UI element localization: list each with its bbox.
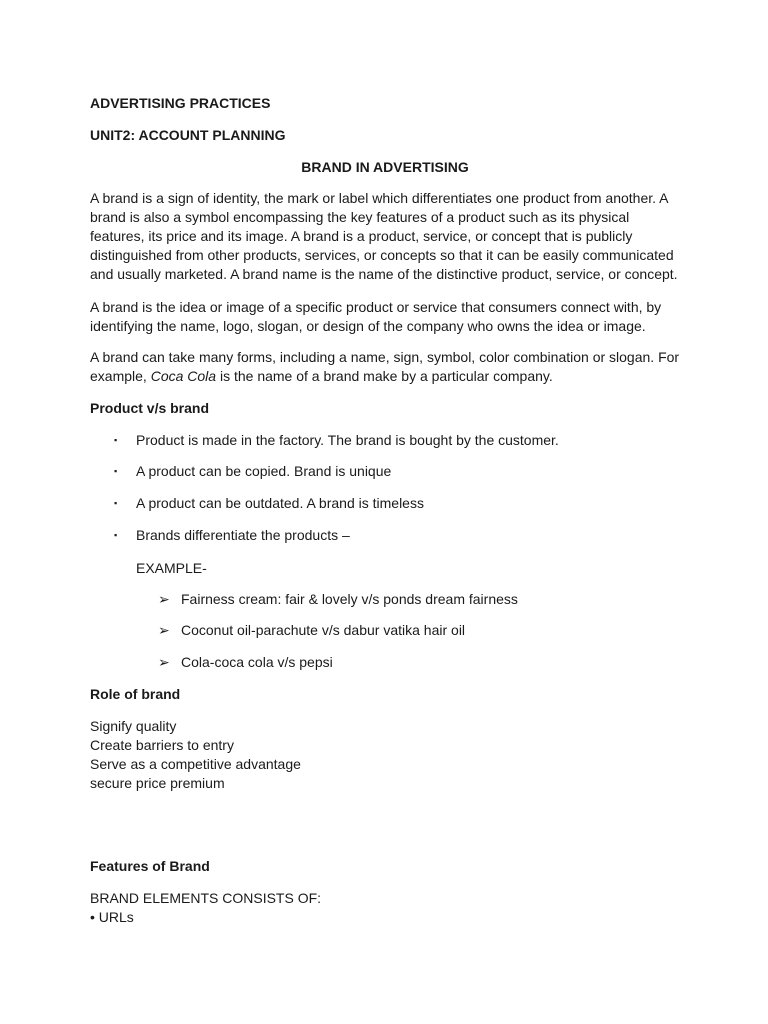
paragraph-text: A brand can take many forms, including a name, sign, symbol, color combination or slogan. For example, xyxy=(90,349,680,384)
product-vs-brand-heading: Product v/s brand xyxy=(90,400,210,416)
brand-element-item: • URLs xyxy=(90,909,134,925)
arrow-bullet-icon: ➢ xyxy=(158,591,170,607)
role-of-brand-list xyxy=(90,717,680,793)
unit-title: UNIT2: ACCOUNT PLANNING xyxy=(90,127,286,143)
example-item: Cola-coca cola v/s pepsi xyxy=(181,654,333,670)
role-line: Signify quality xyxy=(90,718,177,734)
course-title: ADVERTISING PRACTICES xyxy=(90,95,271,111)
intro-paragraph-1: A brand is a sign of identity, the mark or label which differentiates one product from another. A brand is also a symbol encompassing the key features of a product such as its physical features, its price and its image. A brand is a product, service, or concept that is publicly distinguished from other products, services, or concepts so that it can be easily communicated and usually marketed. A brand name is the name of the distinctive product, service, or concept. xyxy=(90,190,678,282)
intro-paragraph-3 xyxy=(90,348,680,386)
example-item: Coconut oil-parachute v/s dabur vatika hair oil xyxy=(181,622,466,638)
role-line: Serve as a competitive advantage xyxy=(90,756,301,772)
brand-example-italic: Coca Cola xyxy=(150,368,217,384)
list-item: A product can be copied. Brand is unique xyxy=(136,463,392,479)
example-item: Fairness cream: fair & lovely v/s ponds dream fairness xyxy=(181,591,518,607)
features-heading: Features of Brand xyxy=(90,858,210,874)
brand-elements-heading: BRAND ELEMENTS CONSISTS OF: xyxy=(90,890,322,906)
square-bullet-icon: ▪ xyxy=(114,498,118,508)
role-line: Create barriers to entry xyxy=(90,737,234,753)
role-line: secure price premium xyxy=(90,775,225,791)
example-label: EXAMPLE- xyxy=(136,560,207,576)
section-title: BRAND IN ADVERTISING xyxy=(301,159,469,175)
intro-paragraph-2: A brand is the idea or image of a specific product or service that consumers connect with, by identifying the name, logo, slogan, or design of the company who owns the idea or image. xyxy=(90,299,662,334)
list-item: Brands differentiate the products – xyxy=(136,527,350,543)
paragraph-text: is the name of a brand make by a particular company. xyxy=(216,368,553,384)
arrow-bullet-icon: ➢ xyxy=(158,654,170,670)
role-of-brand-heading: Role of brand xyxy=(90,686,181,702)
list-item: A product can be outdated. A brand is timeless xyxy=(136,495,424,511)
square-bullet-icon: ▪ xyxy=(114,530,118,540)
square-bullet-icon: ▪ xyxy=(114,435,118,445)
arrow-bullet-icon: ➢ xyxy=(158,622,170,638)
list-item: Product is made in the factory. The brand is bought by the customer. xyxy=(136,432,559,448)
square-bullet-icon: ▪ xyxy=(114,466,118,476)
